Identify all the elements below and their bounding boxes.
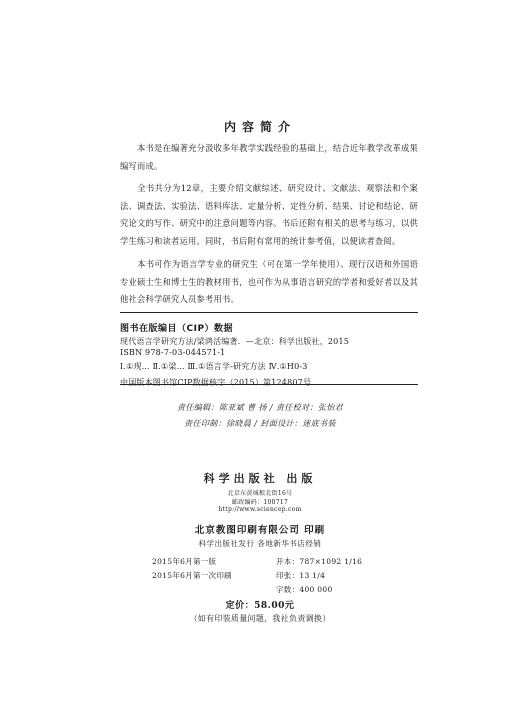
cip-bottom-rule bbox=[120, 384, 418, 385]
publisher-address: 北京东黄城根北街16号 bbox=[227, 490, 293, 497]
intro-paragraph-2 bbox=[120, 180, 418, 250]
intro-paragraph-3-text: 本书可作为语言学专业的研究生（可在第一学年使用）、现行汉语和外国语专业硕士生和博士生的教材用书，也可作为从事语言研究的学者和爱好者以及其他社会科学研究人员参考用书。 bbox=[120, 259, 418, 304]
intro-paragraph-2-text: 全书共分为12章，主要介绍文献综述、研究设计、文献法、观察法和个案法、调查法、实验法、语料库法、定量分析、定性分析、结果、讨论和结论、研究论文的写作、研究中的注意问题等内容。书后还附有相关的思考与练习，以供学生练习和读者运用。同时，书后附有常用的统计参考值，以便读者查阅。 bbox=[120, 183, 418, 246]
intro-title: 内容简介 bbox=[223, 120, 296, 134]
word-count: 字数：400 000 bbox=[276, 585, 333, 594]
distributor-line: 科学出版社发行 各地新华书店经销 bbox=[198, 539, 322, 548]
price: 定价：58.00元 bbox=[225, 601, 295, 611]
cip-top-rule bbox=[120, 312, 418, 313]
spec-row-2 bbox=[0, 570, 520, 581]
quality-note: （如有印装质量问题，我社负责调换） bbox=[189, 614, 331, 623]
cip-record-number: 中国版本图书馆CIP数据核字（2015）第124807号 bbox=[120, 378, 312, 387]
publisher-website: http://www.sciencep.com bbox=[218, 506, 302, 513]
cip-heading: 图书在版编目（CIP）数据 bbox=[120, 324, 234, 334]
intro-paragraph-1 bbox=[120, 140, 418, 175]
editors-line-1: 责任编辑：陈亚斌 曹 扬 / 责任校对：张怡君 bbox=[176, 403, 344, 412]
publisher-name: 科学出版社 出版 bbox=[203, 472, 317, 485]
editors-line-2: 责任印制：徐晓晨 / 封面设计：迷底书装 bbox=[184, 419, 336, 428]
cip-classification-line: Ⅰ.①现… Ⅱ.①梁… Ⅲ.①语言学-研究方法 Ⅳ.①H0-3 bbox=[120, 362, 308, 371]
printer-name: 北京教图印刷有限公司 印刷 bbox=[194, 525, 326, 536]
cip-isbn-line: ISBN 978-7-03-044571-1 bbox=[120, 348, 226, 357]
cip-title-line: 现代语言学研究方法/梁鸿活编著．—北京：科学出版社，2015 bbox=[120, 337, 350, 346]
intro-paragraph-1-text: 本书是在编著充分汲收多年教学实践经验的基础上，结合近年教学改革成果编写而成。 bbox=[120, 143, 418, 171]
intro-paragraph-3 bbox=[120, 256, 418, 309]
spec-row-1 bbox=[0, 556, 520, 567]
publisher-postcode: 邮政编码：100717 bbox=[231, 499, 289, 506]
spec-row-3 bbox=[0, 584, 520, 595]
print-date: 2015年6月第一次印刷 bbox=[152, 571, 232, 580]
printed-sheets: 印张：13 1/4 bbox=[276, 571, 326, 580]
edition-date: 2015年6月第一版 bbox=[152, 557, 217, 566]
page-format: 开本：787×1092 1/16 bbox=[276, 557, 363, 566]
